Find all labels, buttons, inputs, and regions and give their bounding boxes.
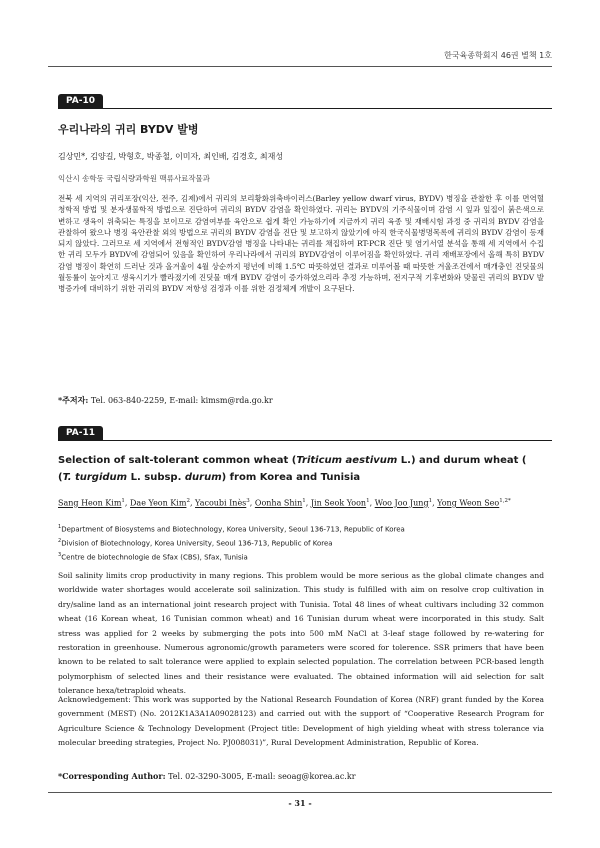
- affiliation-line: [58, 522, 405, 536]
- abstract-tag-pa10: PA-10: [58, 94, 103, 108]
- abstract-body: 전북 세 지역의 귀리포장(익산, 전주, 김제)에서 귀리의 보리황화위축바이러스(Barley yellow dwarf virus, BYDV) 병징을 관찰한 후 이를 면역혈청학적 방법 및 분자생물학적 방법으로 진단하여 귀리의 BYDV 감염을 확인하였다. 귀리는 BYDV의 기주식물이며 감염 시 잎과 잎집이 붉은색으로 변하고 생육이 위축되는 특징을 보이므로 감염여부를 육안으로 쉽게 확인 가능하기에 지금까지 귀리 육종 및 재배시험 과정 중 귀리의 BYDV 감염을 관찰하여 왔으나 병징 육안관찰 외의 방법으로 귀리의 BYDV 감염을 진단 및 보고하지 않았기에 아직 한국식물병명목록에 귀리의 BYDV 감염이 등재되지 않았다. 그러므로 세 지역에서 전형적인 BYDV감염 병징을 나타내는 귀리를 채집하여 RT-PCR 진단 및 염기서열 분석을 통해 세 지역에서 수집한 귀리 모두가 BYDV에 감염되어 있음을 확인하여 우리나라에서 귀리의 BYDV감염이 이루어짐을 확인하였다. 귀리 재배포장에서 올해 특히 BYDV 감염 병징이 확연히 드러난 것과 올겨울이 4월 상순까지 평년에 비해 1.5℃ 따뜻하였던 결과로 미루어볼 때 따뜻한 겨울조건에서 매개충인 진딧물의 월동률이 높아지고 생육시기가 빨라졌기에 진딧물 매개 BYDV 감염이 증가하였으리라 추정 가능하며, 전지구적 기후변화와 맞물린 귀리의 BYDV 발병증가에 대비하기 위한 귀리의 BYDV 저항성 검정과 이를 위한 검정체계 개발이 요구된다.: [58, 194, 544, 294]
- affiliation-text: Centre de biotechnologie de Sfax (CBS), Sfax, Tunisia: [61, 552, 248, 561]
- author-affiliation-mark: 1: [121, 498, 125, 504]
- affiliation-mark: 3: [58, 551, 62, 558]
- header-divider: [48, 66, 552, 67]
- author-affiliation-mark: 3: [246, 498, 250, 504]
- footer-divider: [48, 792, 552, 793]
- abstract-body: Soil salinity limits crop productivity in many regions. This problem would be more serious as the global climate changes and worldwide water shortages would accelerate soil salinization. This study is fulfilled with aim on resolve crop cultivation in dry/saline land as an international joint research project with Tunisia. Total 48 lines of wheat cultivars including 32 common wheat (16 Korean wheat, 16 Tunisian common wheat) and 16 Tunisian durum wheat were incorporated in this study. Salt stress was applied for 2 weeks by submerging the pots into 500 mM NaCl at 3-leaf stage followed by re-watering for restoration in greenhouse. Numerous agronomic/growth parameters were scored for tolerence. SSR primers that have been known to be related to salt tolerance were applied to explain selected population. The correlation between PCR-based length polymorphism of selected lines and their resistance were evaluated. The obtained information will aid selection for salt tolerance hexa/tetraploid wheats.: [58, 571, 544, 696]
- author-affiliation-mark: 1: [366, 498, 370, 504]
- abstract-title: Selection of salt-tolerant common wheat (Triticum aestivum L.) and durum wheat ( (T. turgidum L. subsp. durum) from Korea and Tunisia: [58, 455, 527, 483]
- author-name: Woo Joo Jung: [374, 498, 429, 508]
- author-name: Jin Seok Yoon: [310, 498, 367, 508]
- corresponding-label: *주저자:: [58, 395, 89, 405]
- author-affiliation-mark: 1,2*: [499, 498, 511, 504]
- author-list: Sang Heon Kim$^1$, Dae Yeon Kim$^2$, Yacoubi Inès$^3$, Oonha Shin$^1$, Jin Seok Yoon$^1$, Woo Joo Jung$^1$, Yong Weon Seo$^{1,2*}$: [58, 498, 511, 508]
- tag-divider: [58, 440, 552, 441]
- affiliation: 익산시 송학동 국립식량과학원 맥류사료작물과: [58, 174, 211, 183]
- abstract-title: 우리나라의 귀리 BYDV 발병: [58, 123, 199, 136]
- species-name: durum: [184, 472, 222, 483]
- affiliation-list: [58, 522, 405, 563]
- author-affiliation-mark: 2: [186, 498, 190, 504]
- corresponding-contact: Tel. 063-840-2259, E-mail: kimsm@rda.go.kr: [90, 396, 273, 405]
- author-affiliation-mark: 1: [302, 498, 306, 504]
- corresponding-author: [58, 771, 356, 781]
- corresponding-author: [58, 395, 273, 406]
- author-affiliation-mark: 1: [428, 498, 433, 504]
- author-name: Dae Yeon Kim: [130, 498, 187, 508]
- affiliation-line: [58, 550, 405, 564]
- affiliation-mark: 2: [58, 537, 62, 544]
- author-name: Yacoubi Inès: [195, 498, 247, 508]
- abstract-tag-pa11: PA-11: [58, 426, 103, 440]
- page-number: - 31 -: [288, 798, 312, 808]
- corresponding-label: *Corresponding Author:: [58, 771, 166, 781]
- author-list: 김상민*, 김양길, 박형호, 박종철, 이미자, 최인배, 김경호, 최재성: [58, 152, 284, 161]
- acknowledgement: Acknowledgement: This work was supported by the National Research Foundation of Korea (NRF) grant funded by the Korea government (MEST) (No. 2012K1A3A1A09028123) and carried out with the support of “Cooperative Research Program for Agriculture Science & Technology Development (Project title: Development of high yielding wheat with stress tolerance via molecular breeding strategies, Project No. PJ008031)”, Rural Development Administration, Republic of Korea.: [58, 695, 544, 748]
- journal-header: 한국육종학회지 46권 별책 1호: [444, 51, 552, 60]
- author-name: Oonha Shin: [254, 498, 303, 508]
- corresponding-contact: Tel. 02-3290-3005, E-mail: seoag@korea.ac.kr: [168, 772, 356, 781]
- author-name: Yong Weon Seo: [437, 498, 500, 508]
- author-name: Sang Heon Kim: [58, 498, 122, 508]
- species-name: Triticum aestivum: [296, 455, 398, 466]
- species-name: T. turgidum: [62, 472, 128, 483]
- affiliation-text: Division of Biotechnology, Korea University, Seoul 136-713, Republic of Korea: [61, 539, 333, 548]
- tag-divider: [58, 108, 552, 109]
- affiliation-text: Department of Biosystems and Biotechnology, Korea University, Seoul 136-713, Republic of Korea: [61, 525, 405, 534]
- affiliation-line: [58, 536, 405, 550]
- affiliation-mark: 1: [58, 524, 62, 530]
